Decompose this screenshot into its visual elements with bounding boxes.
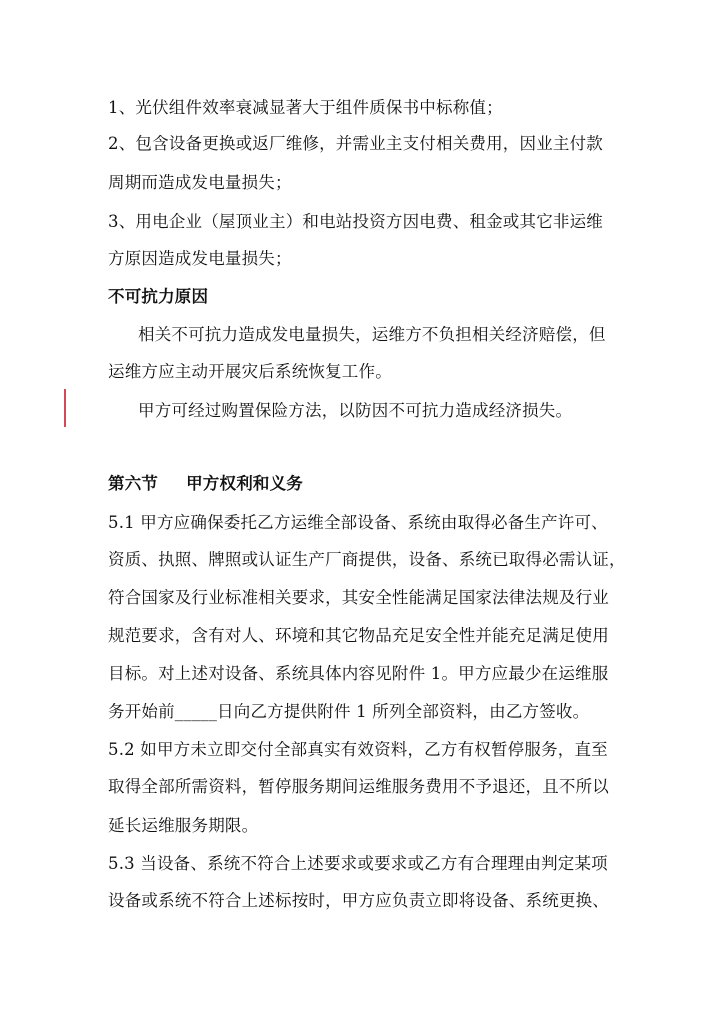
- section-heading: [108, 472, 303, 496]
- section-number: 第六节: [108, 474, 159, 493]
- clause-5-1-line-6: 务开始前_____日向乙方提供附件 1 所列全部资料，由乙方签收。: [108, 702, 590, 721]
- clause-5-2-line-3: 延长运维服务期限。: [108, 816, 259, 835]
- force-majeure-heading: 不可抗力原因: [108, 287, 209, 306]
- clause-5-3-line-2: 设备或系统不符合上述标按时，甲方应负责立即将设备、系统更换、: [108, 891, 609, 910]
- clause-5-3-line-1: 5.3 当设备、系统不符合上述要求或要求或乙方有合理理由判定某项: [108, 854, 608, 873]
- clause-5-1-line-1: 5.1 甲方应确保委托乙方运维全部设备、系统由取得必备生产许可、: [108, 513, 608, 532]
- clause-5-1-line-4: 规范要求，含有对人、环境和其它物品充足安全性并能充足满足使用: [108, 626, 609, 645]
- force-majeure-paragraph-line-1: 相关不可抗力造成发电量损失，运维方不负担相关经济赔偿，但: [138, 325, 606, 344]
- clause-5-2-line-2: 取得全部所需资料，暂停服务期间运维服务费用不予退还，且不所以: [108, 777, 609, 796]
- clause-5-1-line-2: 资质、执照、牌照或认证生产厂商提供，设备、系统已取得必需认证，: [108, 550, 626, 569]
- clause-5-1-line-3: 符合国家及行业标准相关要求，其安全性能满足国家法律法规及行业: [108, 588, 609, 607]
- insurance-paragraph: 甲方可经过购置保险方法，以防因不可抗力造成经济损失。: [138, 401, 573, 420]
- section-title: 甲方权利和义务: [186, 474, 304, 493]
- force-majeure-paragraph-line-2: 运维方应主动开展灾后系统恢复工作。: [108, 362, 392, 381]
- list-item-3-line-2: 方原因造成发电量损失；: [108, 249, 292, 268]
- list-item-2-line-2: 周期而造成发电量损失；: [108, 173, 292, 192]
- clause-5-2-line-1: 5.2 如甲方未立即交付全部真实有效资料，乙方有权暂停服务，直至: [108, 740, 608, 759]
- margin-change-marker: [64, 389, 66, 427]
- list-item-1: 1、光伏组件效率衰减显著大于组件质保书中标称值；: [108, 98, 503, 117]
- list-item-3-line-1: 3、用电企业（屋顶业主）和电站投资方因电费、租金或其它非运维: [108, 212, 603, 231]
- clause-5-1-line-5: 目标。对上述对设备、系统具体内容见附件 1。甲方应最少在运维服: [108, 664, 609, 683]
- list-item-2-line-1: 2、包含设备更换或返厂维修，并需业主支付相关费用，因业主付款: [108, 134, 603, 153]
